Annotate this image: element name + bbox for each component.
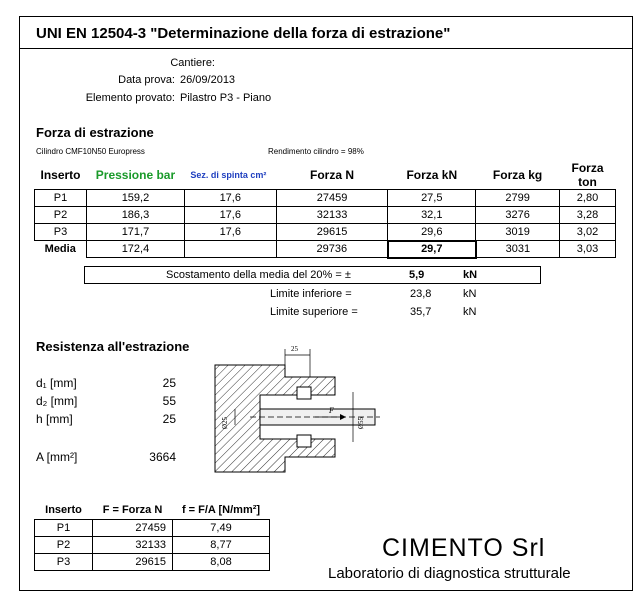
param-d1-label: d₁ [mm] <box>36 376 77 390</box>
col-forza-kn: Forza kN <box>406 168 458 182</box>
param-d2-value: 55 <box>162 394 176 408</box>
row-f: 7,49 <box>173 519 270 536</box>
row-forza-kn: 29,6 <box>388 224 476 241</box>
param-d1-value: 25 <box>162 376 176 390</box>
cantiere-label: Cantiere: <box>170 57 215 69</box>
media-label: Media <box>44 243 76 256</box>
limite-inferiore-unit: kN <box>463 288 477 300</box>
data-prova-label: Data prova: <box>118 74 175 86</box>
row-forza-kn: 32,1 <box>388 207 476 224</box>
table-row <box>35 536 270 553</box>
row-f: 8,08 <box>173 553 270 570</box>
company-subtitle: Laboratorio di diagnostica strutturale <box>328 565 571 582</box>
table-row <box>35 190 616 207</box>
dim-top-label: 25 <box>291 345 298 353</box>
col-f: f = F/A [N/mm²] <box>181 504 261 517</box>
col-pressione: Pressione bar <box>95 168 176 182</box>
col-forza-n: Forza N <box>310 168 355 182</box>
risultati-table <box>34 502 270 571</box>
col-forza-kg: Forza kg <box>492 168 543 182</box>
limite-superiore-label: Limite superiore = <box>270 306 358 318</box>
row-sezione: 17,6 <box>184 207 276 224</box>
pull-out-diagram <box>205 337 385 487</box>
report-sheet <box>19 16 633 591</box>
report-title: UNI EN 12504-3 "Determinazione della forza di estrazione" <box>36 25 451 42</box>
row-forza: 32133 <box>93 536 173 553</box>
row-inserto: P2 <box>35 536 93 553</box>
row-forza-n: 32133 <box>276 207 388 224</box>
table-row <box>35 519 270 536</box>
row-sezione: 17,6 <box>184 224 276 241</box>
row-f: 8,77 <box>173 536 270 553</box>
row-inserto: P2 <box>35 207 87 224</box>
table-row <box>35 207 616 224</box>
table-row <box>35 553 270 570</box>
row-forza-kg: 3019 <box>476 224 560 241</box>
row-forza-kg: 3276 <box>476 207 560 224</box>
param-h-label: h [mm] <box>36 412 73 426</box>
limite-superiore-value: 35,7 <box>410 306 432 318</box>
rendimento-label: Rendimento cilindro = 98% <box>268 147 364 156</box>
media-pressione: 172,4 <box>87 241 185 258</box>
scostamento-value: 5,9 <box>409 269 425 281</box>
media-forza-ton: 3,03 <box>560 241 616 258</box>
row-forza-kn: 27,5 <box>388 190 476 207</box>
limite-superiore-unit: kN <box>463 306 477 318</box>
row-forza-ton: 3,28 <box>560 207 616 224</box>
col-sezione: Sez. di spinta cm² <box>190 170 267 180</box>
scostamento-label: Scostamento della media del 20% = ± <box>166 269 351 281</box>
media-forza-n: 29736 <box>276 241 388 258</box>
table-header-row <box>35 502 270 519</box>
company-name: CIMENTO Srl <box>382 534 546 562</box>
row-forza-kg: 2799 <box>476 190 560 207</box>
row-forza-ton: 2,80 <box>560 190 616 207</box>
media-forza-kg: 3031 <box>476 241 560 258</box>
scostamento-unit: kN <box>463 269 478 281</box>
col-inserto: Inserto <box>45 504 82 517</box>
row-inserto: P1 <box>35 519 93 536</box>
col-inserto: Inserto <box>40 168 81 182</box>
row-forza: 29615 <box>93 553 173 570</box>
param-d2-label: d₂ [mm] <box>36 394 78 408</box>
limite-inferiore-label: Limite inferiore = <box>270 288 352 300</box>
row-pressione: 186,3 <box>87 207 185 224</box>
row-inserto: P1 <box>35 190 87 207</box>
elemento-label: Elemento provato: <box>85 92 175 104</box>
col-forza-ton: Forza ton <box>571 161 604 189</box>
row-forza-ton: 3,02 <box>560 224 616 241</box>
row-forza-n: 27459 <box>276 190 388 207</box>
force-label: F <box>329 406 334 415</box>
col-forza: F = Forza N <box>102 504 163 517</box>
title-divider <box>20 48 632 49</box>
row-pressione: 159,2 <box>87 190 185 207</box>
forza-table <box>34 161 616 259</box>
param-h-value: 25 <box>162 412 176 426</box>
media-row <box>35 241 616 258</box>
row-forza-n: 29615 <box>276 224 388 241</box>
table-row <box>35 224 616 241</box>
row-pressione: 171,7 <box>87 224 185 241</box>
ring-bottom <box>297 435 311 447</box>
table-header-row <box>35 161 616 190</box>
data-prova-value: 26/09/2013 <box>180 74 236 86</box>
row-sezione: 17,6 <box>184 190 276 207</box>
media-forza-kn: 29,7 <box>388 241 476 258</box>
dim-left-label: Ø25 <box>221 416 229 429</box>
row-inserto: P3 <box>35 553 93 570</box>
ring-top <box>297 387 311 399</box>
area-value: 3664 <box>149 450 176 464</box>
row-forza: 27459 <box>93 519 173 536</box>
row-inserto: P3 <box>35 224 87 241</box>
limite-inferiore-value: 23,8 <box>410 288 432 300</box>
area-label: A [mm²] <box>36 450 78 464</box>
forza-section-title: Forza di estrazione <box>36 125 154 140</box>
cilindro-label: Cilindro CMF10N50 Europress <box>36 147 145 156</box>
resistenza-section-title: Resistenza all'estrazione <box>36 339 190 354</box>
elemento-value: Pilastro P3 - Piano <box>180 92 272 104</box>
dim-right-label: Ø55 <box>357 416 365 429</box>
media-sezione <box>184 241 276 258</box>
